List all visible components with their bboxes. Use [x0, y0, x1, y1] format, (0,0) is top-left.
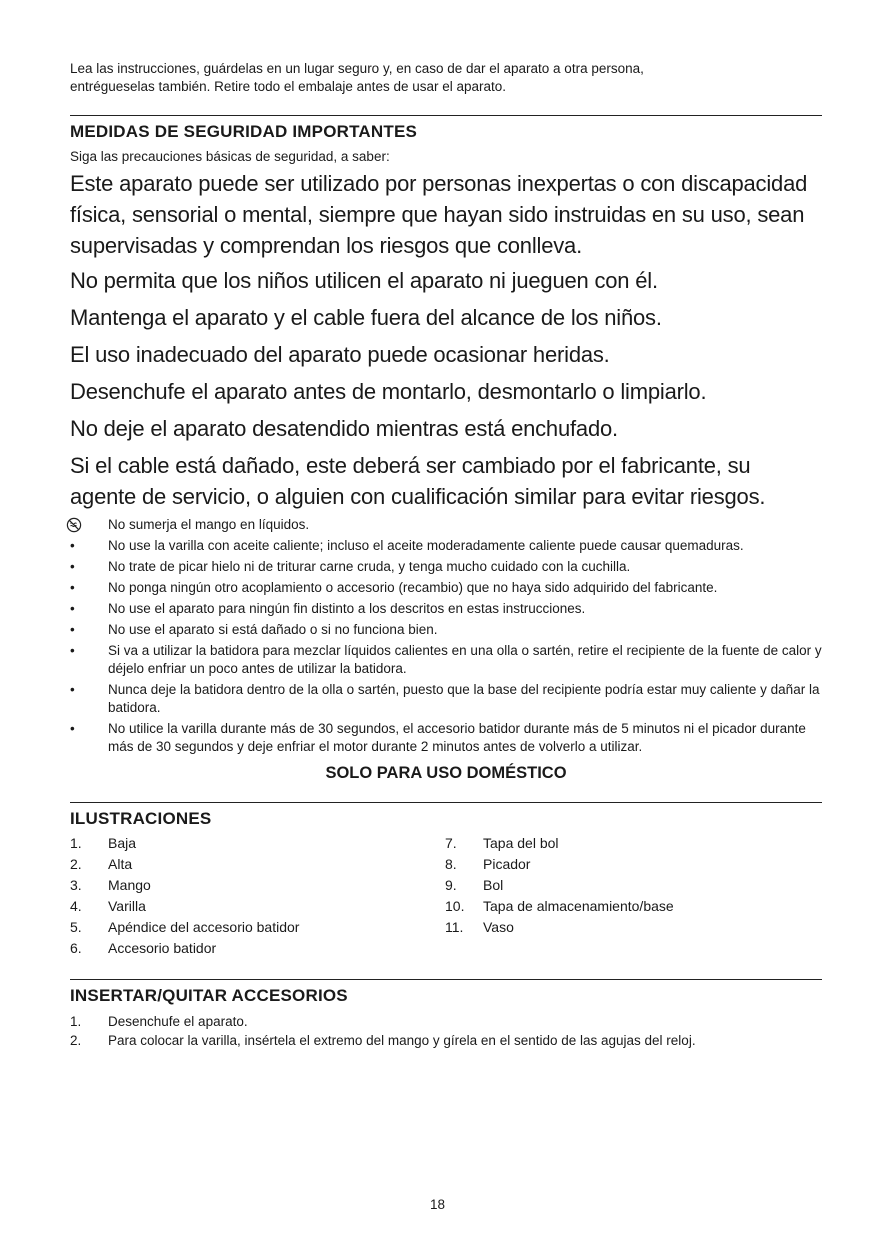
safety-subtitle: Siga las precauciones básicas de seguridad, a saber:	[70, 149, 390, 164]
accessories-steps	[70, 1012, 822, 1050]
item-number: 10.	[445, 898, 465, 914]
item-number: 3.	[70, 877, 82, 893]
list-item	[70, 516, 822, 534]
big-warning: Este aparato puede ser utilizado por personas inexpertas o con discapacidad física, sensorial o mental, siempre que hayan sido instruidas en su uso, sean supervisadas y comprendan los riesgos que conlleva.	[70, 171, 808, 258]
bullet-mark: •	[70, 538, 75, 553]
bullet-mark: •	[70, 580, 75, 595]
list-item	[445, 917, 820, 938]
item-number: 2.	[70, 856, 82, 872]
item-label: Tapa de almacenamiento/base	[483, 898, 674, 914]
item-number: 11.	[445, 919, 464, 935]
intro-line-2: entrégueselas también. Retire todo el embalaje antes de usar el aparato.	[70, 79, 507, 94]
list-item	[70, 600, 822, 618]
list-item	[70, 917, 445, 938]
item-label: Mango	[108, 877, 151, 893]
big-warning: No permita que los niños utilicen el aparato ni jueguen con él.	[70, 268, 658, 293]
list-item	[70, 642, 822, 678]
bullet-mark: •	[70, 622, 75, 637]
list-item	[445, 896, 820, 917]
bullet-text: No use el aparato si está dañado o si no funciona bien.	[108, 622, 438, 637]
item-label: Alta	[108, 856, 133, 872]
item-label: Para colocar la varilla, insértela el extremo del mango y gírela en el sentido de las agujas del reloj.	[108, 1033, 696, 1048]
item-label: Apéndice del accesorio batidor	[108, 919, 300, 935]
list-item	[445, 833, 820, 854]
accessories-heading: INSERTAR/QUITAR ACCESORIOS	[70, 986, 348, 1005]
bullet-text: Nunca deje la batidora dentro de la olla o sartén, puesto que la base del recipiente podría estar muy caliente y dañar la batidora.	[108, 682, 820, 715]
item-number: 1.	[70, 1014, 82, 1029]
manual-page	[70, 60, 822, 1050]
list-item	[70, 875, 445, 896]
item-number: 9.	[445, 877, 457, 893]
list-item	[445, 854, 820, 875]
divider	[70, 802, 822, 803]
item-number: 5.	[70, 919, 82, 935]
item-label: Bol	[483, 877, 504, 893]
list-item	[70, 1031, 822, 1050]
bullet-text: No utilice la varilla durante más de 30 segundos, el accesorio batidor durante más de 5 minutos ni el picador durante más de 30 segundos y deje enfriar el motor durante 2 minutos antes de volverlo a utilizar.	[108, 721, 806, 754]
list-item	[70, 621, 822, 639]
list-item	[70, 854, 445, 875]
big-warning: No deje el aparato desatendido mientras está enchufado.	[70, 416, 618, 441]
list-item	[70, 537, 822, 555]
list-item	[70, 1012, 822, 1031]
household-only-title: SOLO PARA USO DOMÉSTICO	[325, 764, 567, 782]
bullet-mark: •	[70, 559, 75, 574]
bullet-text: No trate de picar hielo ni de triturar carne cruda, y tenga mucho cuidado con la cuchilla.	[108, 559, 631, 574]
page-number: 18	[429, 1197, 446, 1212]
safety-heading: MEDIDAS DE SEGURIDAD IMPORTANTES	[70, 122, 418, 141]
divider	[70, 979, 822, 980]
item-label: Tapa del bol	[483, 835, 559, 851]
divider	[70, 115, 822, 116]
item-number: 7.	[445, 835, 457, 851]
list-item	[70, 558, 822, 576]
item-label: Desenchufe el aparato.	[108, 1014, 248, 1029]
big-warning: Desenchufe el aparato antes de montarlo, desmontarlo o limpiarlo.	[70, 379, 707, 404]
no-immerse-icon	[66, 517, 82, 533]
item-number: 1.	[70, 835, 82, 851]
list-item	[70, 720, 822, 756]
list-item	[70, 938, 445, 959]
item-label: Accesorio batidor	[108, 940, 217, 956]
no-immerse-text: No sumerja el mango en líquidos.	[108, 517, 310, 532]
item-label: Varilla	[108, 898, 146, 914]
bullet-mark: •	[70, 643, 75, 658]
item-number: 6.	[70, 940, 82, 956]
item-label: Baja	[108, 835, 137, 851]
illustrations-heading: ILUSTRACIONES	[70, 809, 212, 828]
list-item	[70, 579, 822, 597]
bullet-text: Si va a utilizar la batidora para mezclar líquidos calientes en una olla o sartén, retire el recipiente de la fuente de calor y déjelo enfriar un poco antes de utilizar la batidora.	[108, 643, 822, 676]
illustrations-list	[70, 833, 822, 959]
bullet-mark: •	[70, 721, 75, 736]
item-number: 8.	[445, 856, 457, 872]
item-number: 2.	[70, 1033, 82, 1048]
bullet-mark: •	[70, 601, 75, 616]
safety-list	[70, 516, 822, 756]
big-warning: Si el cable está dañado, este deberá ser cambiado por el fabricante, su agente de servicio, o alguien con cualificación similar para evitar riesgos.	[70, 453, 766, 509]
list-item	[70, 681, 822, 717]
big-warning: El uso inadecuado del aparato puede ocasionar heridas.	[70, 342, 610, 367]
intro-line-1: Lea las instrucciones, guárdelas en un lugar seguro y, en caso de dar el aparato a otra persona,	[70, 61, 644, 76]
bullet-text: No use el aparato para ningún fin distinto a los descritos en estas instrucciones.	[108, 601, 586, 616]
list-item	[70, 896, 445, 917]
list-item	[70, 833, 445, 854]
intro-text	[70, 60, 822, 96]
list-item	[445, 875, 820, 896]
big-warnings	[70, 168, 822, 512]
item-label: Vaso	[483, 919, 514, 935]
illustrations-column-left	[70, 833, 445, 959]
illustrations-column-right	[445, 833, 820, 959]
item-label: Picador	[483, 856, 531, 872]
big-warning: Mantenga el aparato y el cable fuera del alcance de los niños.	[70, 305, 662, 330]
bullet-text: No ponga ningún otro acoplamiento o accesorio (recambio) que no haya sido adquirido del fabricante.	[108, 580, 718, 595]
bullet-mark: •	[70, 682, 75, 697]
bullet-text: No use la varilla con aceite caliente; incluso el aceite moderadamente caliente puede causar quemaduras.	[108, 538, 744, 553]
item-number: 4.	[70, 898, 82, 914]
